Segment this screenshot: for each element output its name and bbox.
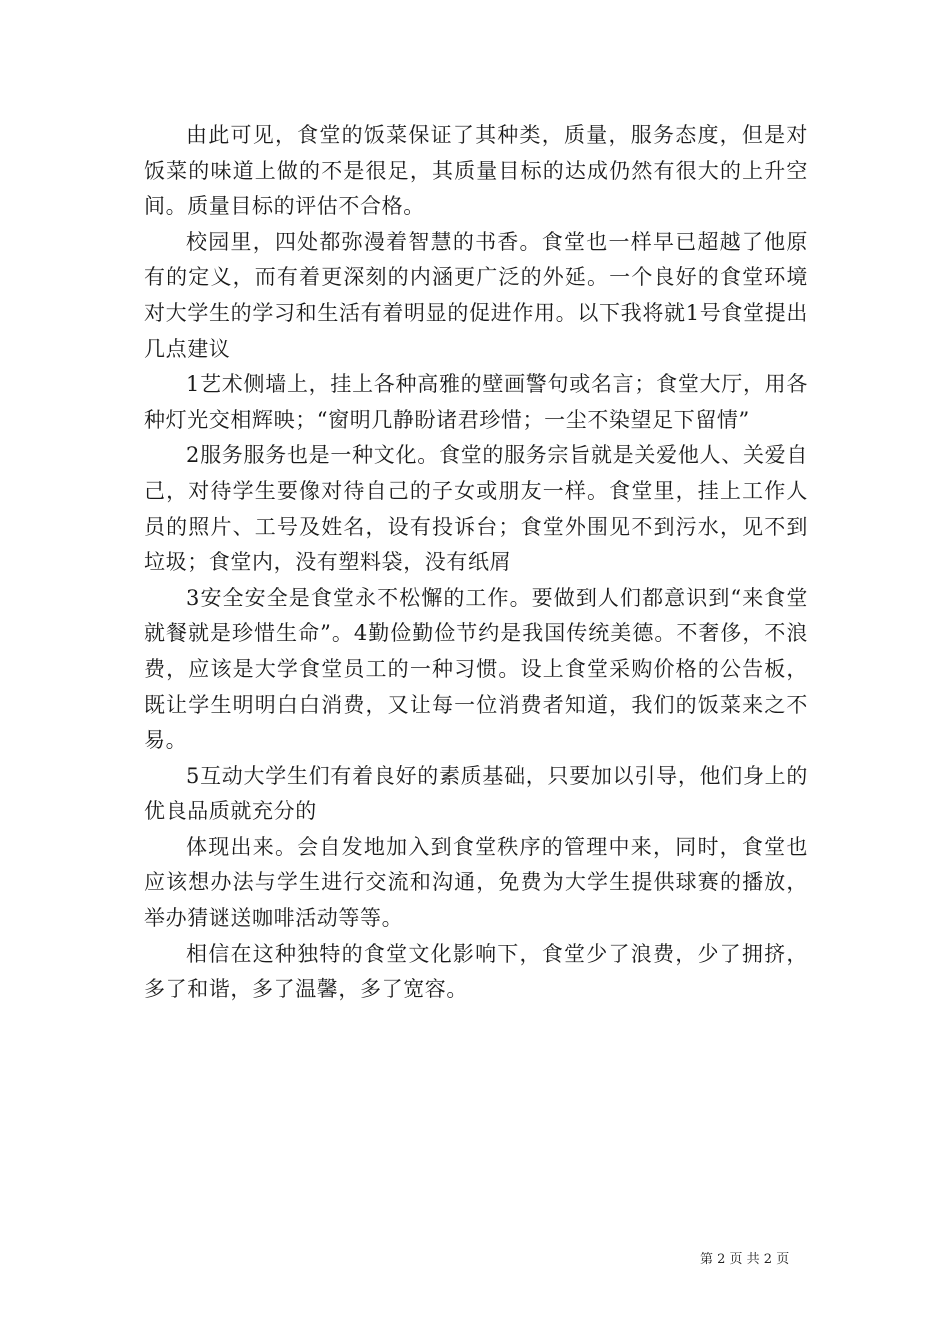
page-number-footer: 第 2 页 共 2 页 [700,1252,790,1267]
paragraph-interaction-continued: 体现出来。会自发地加入到食堂秩序的管理中来，同时，食堂也应该想办法与学生进行交流和沟通，免费为大学生提供球赛的播放，举办猜谜送咖啡活动等等。 [144,834,808,931]
paragraph-suggestion-art: 1艺术侧墙上，挂上各种高雅的壁画警句或名言；食堂大厅，用各种灯光交相辉映；“窗明几静盼诸君珍惜；一尘不染望足下留情” [144,372,808,432]
paragraph-suggestion-safety-thrift: 3安全安全是食堂永不松懈的工作。要做到人们都意识到“来食堂就餐就是珍惜生命”。4勤俭勤俭节约是我国传统美德。不奢侈，不浪费，应该是大学食堂员工的一种习惯。设上食堂采购价格的公告板，既让学生明明白白消费，又让每一位消费者知道，我们的饭菜来之不易。 [144,585,808,753]
paragraph-campus-intro: 校园里，四处都弥漫着智慧的书香。食堂也一样早已超越了他原有的定义，而有着更深刻的内涵更广泛的外延。一个良好的食堂环境对大学生的学习和生活有着明显的促进作用。以下我将就1号食堂提出几点建议 [144,229,808,361]
document-body [144,118,808,1008]
paragraph-conclusion: 由此可见，食堂的饭菜保证了其种类，质量，服务态度，但是对饭菜的味道上做的不是很足，其质量目标的达成仍然有很大的上升空间。质量目标的评估不合格。 [144,123,808,219]
paragraph-suggestion-service: 2服务服务也是一种文化。食堂的服务宗旨就是关爱他人、关爱自己，对待学生要像对待自己的子女或朋友一样。食堂里，挂上工作人员的照片、工号及姓名，设有投诉台；食堂外围见不到污水，见不到垃圾；食堂内，没有塑料袋，没有纸屑 [144,443,808,575]
paragraph-suggestion-interaction: 5互动大学生们有着良好的素质基础，只要加以引导，他们身上的优良品质就充分的 [144,763,808,824]
paragraph-closing: 相信在这种独特的食堂文化影响下，食堂少了浪费，少了拥挤，多了和谐，多了温馨，多了宽容。 [144,941,808,1002]
